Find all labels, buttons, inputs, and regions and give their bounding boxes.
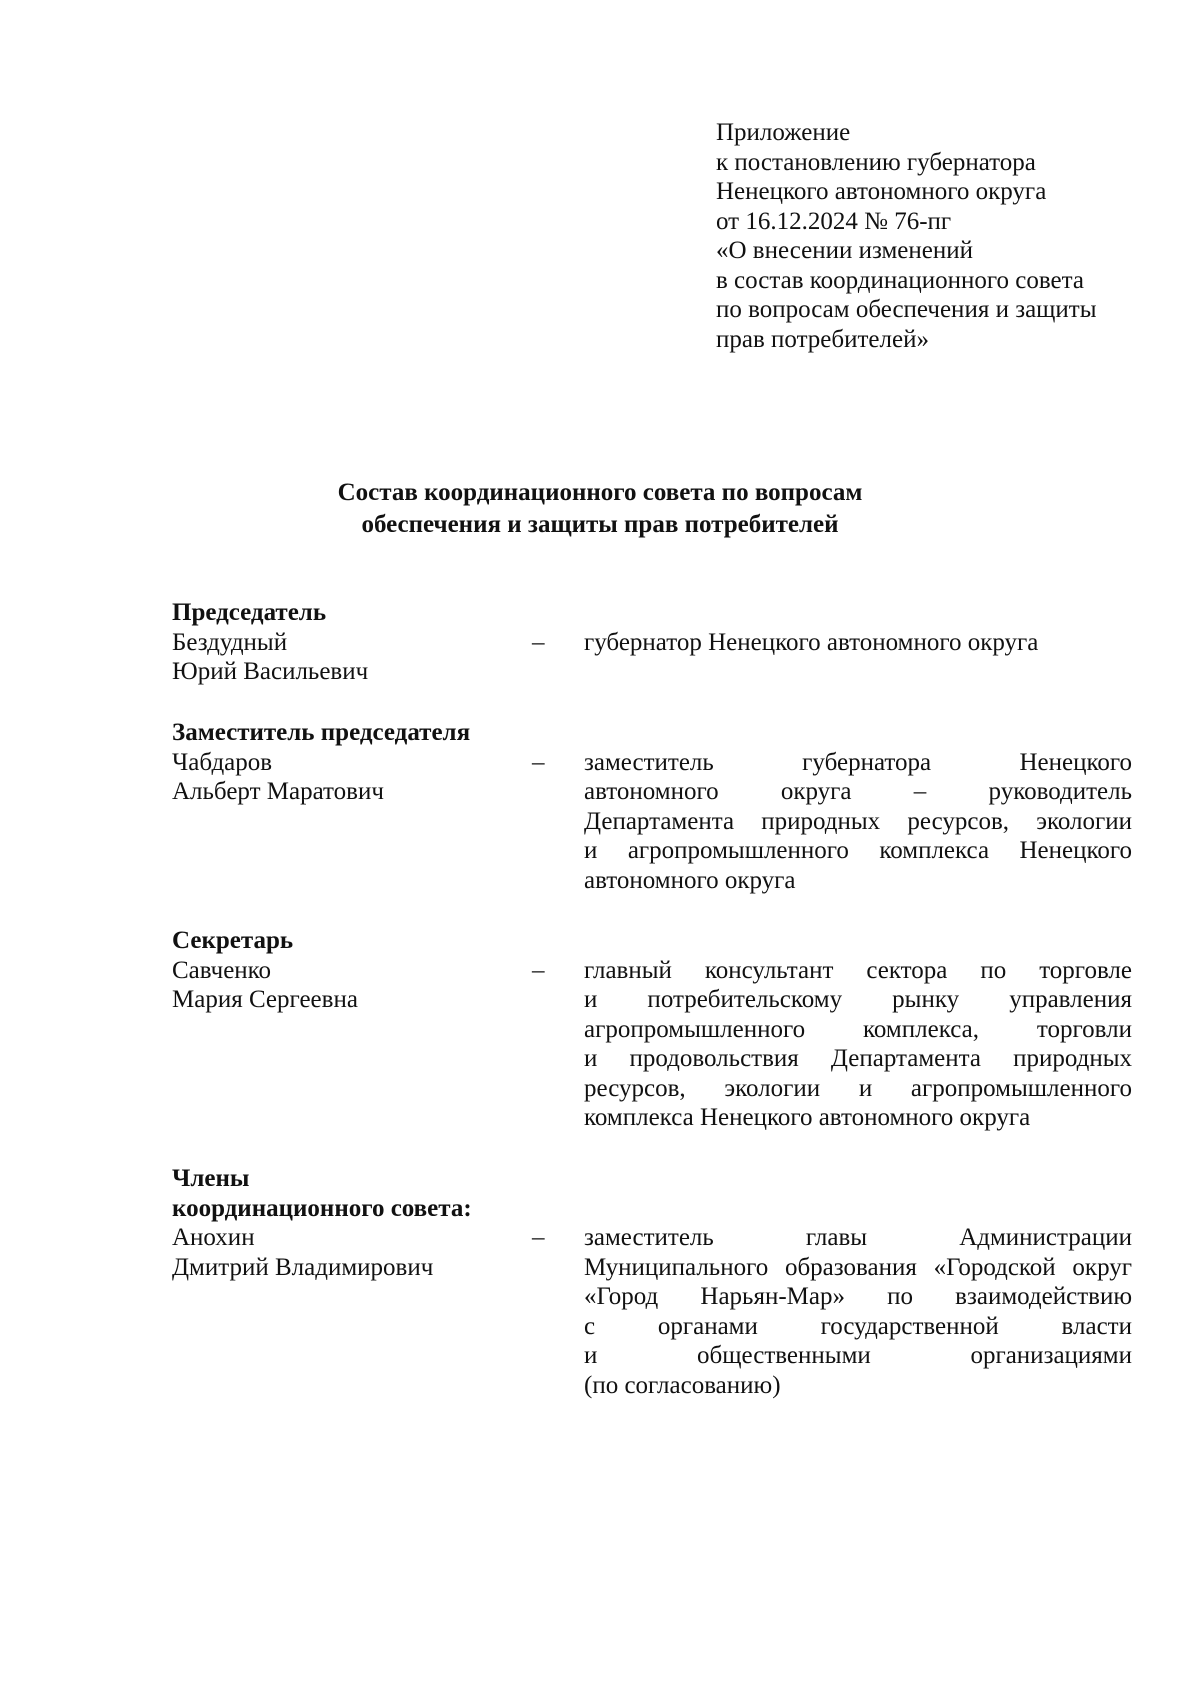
member-given-name: Юрий Васильевич bbox=[172, 658, 369, 685]
member-name bbox=[172, 956, 532, 1015]
position-line: автономного округа bbox=[584, 866, 796, 894]
section-chairman bbox=[172, 598, 1132, 687]
member-given-name: Альберт Маратович bbox=[172, 778, 384, 805]
position-line: автономного округа – руководитель bbox=[584, 778, 1132, 805]
position-line: Департамента природных ресурсов, экологии bbox=[584, 807, 1132, 835]
appendix-line: «О внесении изменений bbox=[716, 237, 974, 264]
position-line: заместитель главы Администрации bbox=[584, 1224, 1132, 1251]
position-line: и общественными организациями bbox=[584, 1342, 1132, 1369]
position-line: ресурсов, экологии и агропромышленного bbox=[584, 1074, 1132, 1102]
position-line: агропромышленного комплекса, торговли bbox=[584, 1015, 1132, 1043]
role-heading: Заместитель председателя bbox=[172, 719, 471, 746]
section-secretary bbox=[172, 926, 1132, 1133]
role-heading: координационного совета: bbox=[172, 1194, 472, 1222]
member-row bbox=[172, 956, 1132, 1133]
dash-separator: – bbox=[532, 956, 545, 984]
appendix-line: по вопросам обеспечения и защиты bbox=[716, 296, 1097, 323]
dash-separator: – bbox=[532, 628, 545, 656]
position-line: «Город Нарьян-Мар» по взаимодействию bbox=[584, 1283, 1132, 1310]
member-name bbox=[172, 1223, 532, 1282]
role-heading: Секретарь bbox=[172, 927, 294, 954]
member-position bbox=[584, 628, 1132, 658]
member-position bbox=[584, 1223, 1132, 1400]
position-line: и потребительскому рынку управления bbox=[584, 986, 1132, 1013]
position-line: главный консультант сектора по торговле bbox=[584, 956, 1132, 984]
appendix-line: от 16.12.2024 № 76-пг bbox=[716, 207, 952, 235]
member-position bbox=[584, 956, 1132, 1133]
member-row bbox=[172, 628, 1132, 687]
member-surname: Анохин bbox=[172, 1224, 255, 1251]
title-line: обеспечения и защиты прав потребителей bbox=[361, 511, 839, 538]
member-position bbox=[584, 748, 1132, 896]
member-given-name: Дмитрий Владимирович bbox=[172, 1253, 434, 1281]
member-surname: Савченко bbox=[172, 956, 272, 984]
member-row bbox=[172, 1223, 1132, 1400]
position-line: (по согласованию) bbox=[584, 1371, 781, 1399]
section-deputy-chairman bbox=[172, 718, 1132, 895]
member-row bbox=[172, 748, 1132, 896]
appendix-line: Приложение bbox=[716, 119, 851, 146]
member-name bbox=[172, 628, 532, 687]
position-line: и агропромышленного комплекса Ненецкого bbox=[584, 837, 1132, 864]
position-line: губернатор Ненецкого автономного округа bbox=[584, 628, 1039, 656]
appendix-block bbox=[716, 118, 1176, 354]
member-name bbox=[172, 748, 532, 807]
position-line: с органами государственной власти bbox=[584, 1312, 1132, 1340]
position-line: заместитель губернатора Ненецкого bbox=[584, 748, 1132, 776]
role-heading: Члены bbox=[172, 1165, 250, 1192]
member-surname: Чабдаров bbox=[172, 748, 273, 776]
member-surname: Бездудный bbox=[172, 628, 288, 656]
position-line: комплекса Ненецкого автономного округа bbox=[584, 1104, 1031, 1131]
role-heading: Председатель bbox=[172, 599, 327, 626]
section-members bbox=[172, 1164, 1132, 1400]
appendix-line: к постановлению губернатора bbox=[716, 148, 1036, 176]
appendix-line: прав потребителей» bbox=[716, 325, 929, 353]
title-line: Состав координационного совета по вопросам bbox=[337, 479, 863, 506]
member-given-name: Мария Сергеевна bbox=[172, 986, 358, 1013]
document-title bbox=[0, 477, 1200, 541]
appendix-line: Ненецкого автономного округа bbox=[716, 178, 1047, 205]
position-line: и продовольствия Департамента природных bbox=[584, 1045, 1132, 1072]
position-line: Муниципального образования «Городской округ bbox=[584, 1253, 1132, 1281]
dash-separator: – bbox=[532, 1224, 545, 1251]
dash-separator: – bbox=[532, 748, 545, 776]
appendix-line: в состав координационного совета bbox=[716, 266, 1084, 294]
